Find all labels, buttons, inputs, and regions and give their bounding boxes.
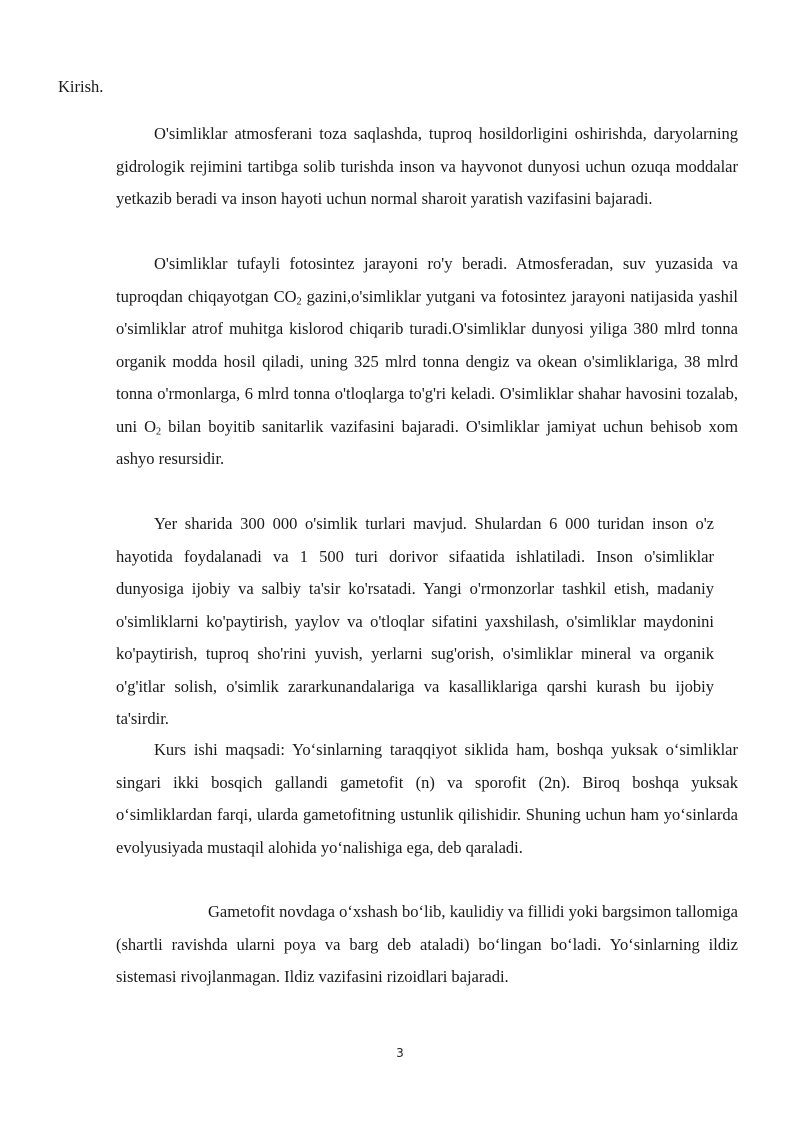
co2-subscript: 2 <box>296 296 302 308</box>
paragraph-3: Yer sharida 300 000 o'simlik turlari mavjud. Shulardan 6 000 turidan inson o'z hayotida foydalanadi va 1 500 turi dorivor sifaatida ishlatiladi. Inson o'simliklar dunyosiga ijobiy va salbiy ta'sir ko'rsatadi. Yangi o'rmonzorlar tashkil etish, madaniy o'simliklarni ko'paytirish, yaylov va o'tloqlar sifatini yaxshilash, o'simliklar maydonini ko'paytirish, tuproq sho'rini yuvish, yerlarni sug'orish, o'simliklar mineral va organik o'g'itlar solish, o'simlik zararkunandalariga va kasalliklariga qarshi kurash bu ijobiy ta'sirdir. <box>116 514 714 728</box>
paragraph-2-text-c: bilan boyitib sanitarlik vazifasini bajaradi. O'simliklar jamiyat uchun behisob xom ashyo resursidir. <box>116 416 739 468</box>
paragraph-2-text-b: gazini,o'simliklar yutgani va fotosintez jarayoni natijasida yashil o'simliklar atrof muhitga kislorod chiqarib turadi.O'simliklar dunyosi yiliga 380 mlrd tonna organik modda hosil qiladi, uning 325 mlrd tonna dengiz va okean o'simliklariga, 38 mlrd tonna o'rmonlarga, 6 mlrd tonna o'tloqlarga to'g'ri keladi. O'simliklar shahar havosini tozalab, uni O <box>116 286 739 436</box>
paragraph-1: O'simliklar atmosferani toza saqlashda, tuproq hosildorligini oshirishda, daryolarning gidrologik rejimini tartibga solib turishda inson va hayvonot dunyosi uchun ozuqa moddalar yetkazib beradi va inson hayoti uchun normal sharoit yaratish vazifasini bajaradi. <box>116 124 738 208</box>
section-heading: Kirish. <box>58 77 104 96</box>
paragraph-2-text-a: O'simliklar tufayli fotosintez jarayoni ro'y beradi. Atmosferadan, suv yuzasida va tuproqdan chiqayotgan CO <box>116 254 738 306</box>
paragraph-5: Gametofit novdaga o‘xshash bo‘lib, kaulidiy va fillidi yoki bargsimon tallomiga (shartli ravishda ularni poya va barg deb ataladi) bo‘lingan bo‘ladi. Yo‘sinlarning ildiz sistemasi rivojlanmagan. Ildiz vazifasini rizoidlari bajaradi. <box>116 902 738 986</box>
o2-subscript: 2 <box>156 426 162 438</box>
paragraph-2 <box>116 248 738 476</box>
page-number: 3 <box>396 1046 404 1060</box>
paragraph-4: Kurs ishi maqsadi: Yo‘sinlarning taraqqiyot siklida ham, boshqa yuksak o‘simliklar singari ikki bosqich gallandi gametofit (n) va sporofit (2n). Biroq boshqa yuksak o‘simliklardan farqi, ularda gametofitning ustunlik qilishidir. Shuning uchun ham yo‘sinlarda evolyusiyada mustaqil alohida yo‘nalishiga ega, deb qaraladi. <box>116 740 738 857</box>
